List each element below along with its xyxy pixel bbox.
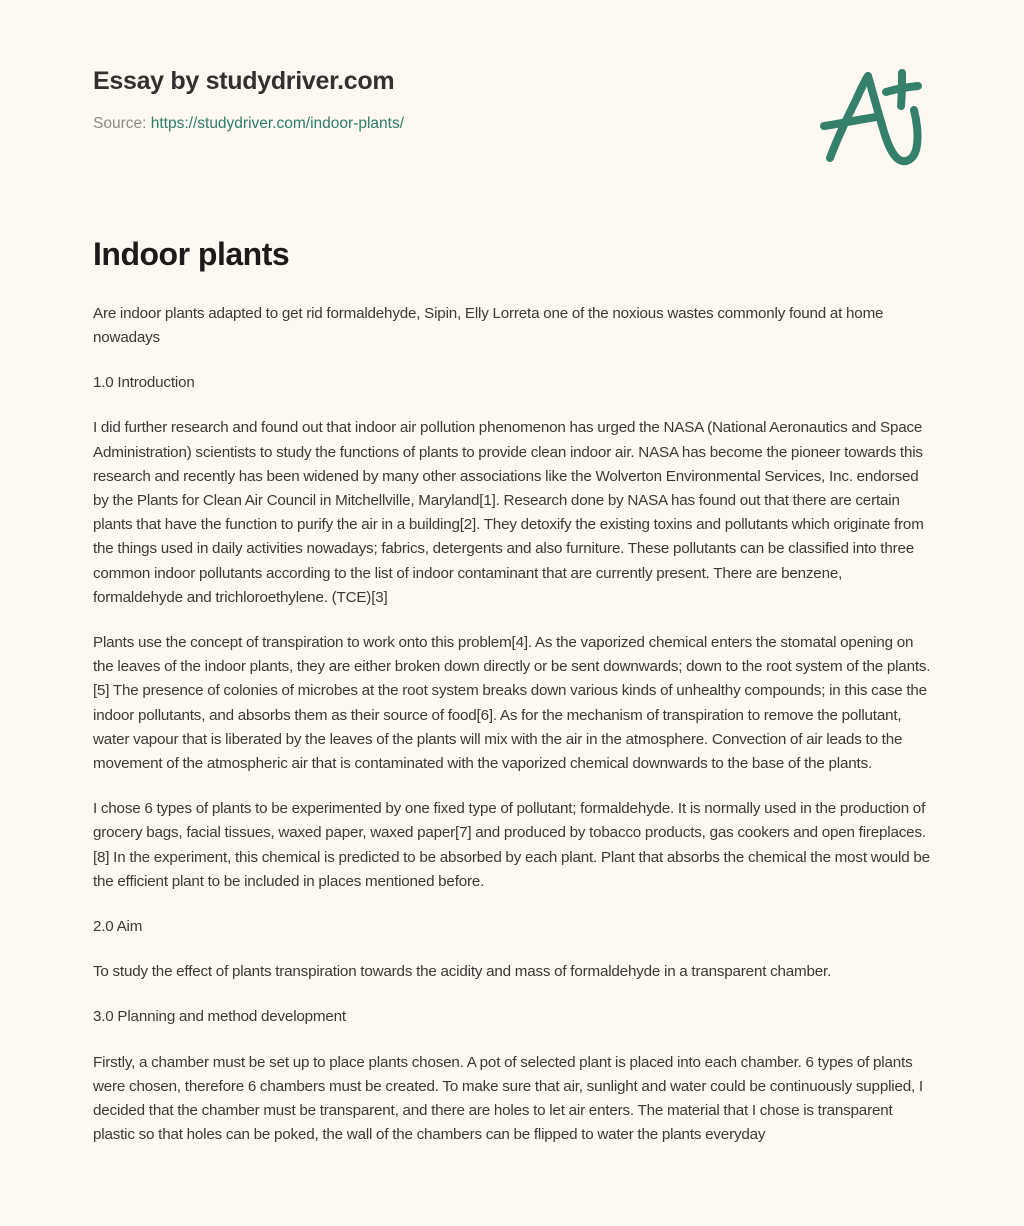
source-line [93, 114, 713, 134]
page-header [0, 0, 1024, 200]
a-plus-logo [812, 62, 932, 172]
paragraph-introduction-1: I did further research and found out that indoor air pollution phenomenon has urged the NASA (National Aeronautics and Space Administration) scientists to study the functions of plants to provide clean indoor air. NASA has become the pioneer towards this research and recently has been widened by many other associations like the Wolverton Environmental Services, Inc. endorsed by the Plants for Clean Air Council in Mitchellville, Maryland[1]. Research done by NASA has found out that there are certain plants that have the function to purify the air in a building[2]. They detoxify the existing toxins and pollutants which originate from the things used in daily activities nowadays; fabrics, detergents and also furniture. These pollutants can be classified into three common indoor pollutants according to the list of indoor contaminant that are currently present. There are benzene, formaldehyde and trichloroethylene. (TCE)[3] [93, 419, 924, 606]
paragraph-introduction-2: Plants use the concept of transpiration to work onto this problem[4]. As the vaporized chemical enters the stomatal opening on the leaves of the indoor plants, they are either broken down directly or be sent downwards; down to the root system of the plants.[5] The presence of colonies of microbes at the root system breaks down various kinds of unhealthy compounds; in this case the indoor pollutants, and absorbs them as their source of food[6]. As for the mechanism of transpiration to remove the pollutant, water vapour that is liberated by the leaves of the plants will mix with the air in the atmosphere. Convection of air leads to the movement of the atmospheric air that is contaminated with the vaporized chemical downwards to the base of the plants. [93, 634, 931, 773]
section-heading-aim: 2.0 Aim [93, 918, 143, 936]
paragraph-introduction-3: I chose 6 types of plants to be experimented by one fixed type of pollutant; formaldehyde. It is normally used in the production of grocery bags, facial tissues, waxed paper, waxed paper[7] and produced by tobacco products, gas cookers and open fireplaces.[8] In the experiment, this chemical is predicted to be absorbed by each plant. Plant that absorbs the chemical the most would be the efficient plant to be included in places mentioned before. [93, 800, 930, 890]
paragraph-planning: Firstly, a chamber must be set up to place plants chosen. A pot of selected plant is placed into each chamber. 6 types of plants were chosen, therefore 6 chambers must be created. To make sure that air, sunlight and water could be continuously supplied, I decided that the chamber must be transparent, and there are holes to let air enters. The material that I chose is transparent plastic so that holes can be poked, the wall of the chambers can be flipped to water the plants everyday [93, 1053, 923, 1144]
brand-title: Essay by studydriver.com [93, 67, 395, 95]
document-body [93, 236, 933, 1147]
source-label: Source: [93, 115, 147, 132]
brand-block [93, 66, 713, 134]
section-heading-planning: 3.0 Planning and method development [93, 1008, 346, 1026]
page-title: Indoor plants [93, 236, 290, 272]
source-url-link[interactable]: https://studydriver.com/indoor-plants/ [150, 115, 405, 132]
section-heading-introduction: 1.0 Introduction [93, 374, 195, 392]
a-plus-logo-icon [812, 62, 932, 172]
paragraph-aim: To study the effect of plants transpiration towards the acidity and mass of formaldehyde in a transparent chamber. [93, 963, 832, 981]
paragraph-abstract: Are indoor plants adapted to get rid formaldehyde, Sipin, Elly Lorreta one of the noxious wastes commonly found at home nowadays [93, 304, 884, 346]
